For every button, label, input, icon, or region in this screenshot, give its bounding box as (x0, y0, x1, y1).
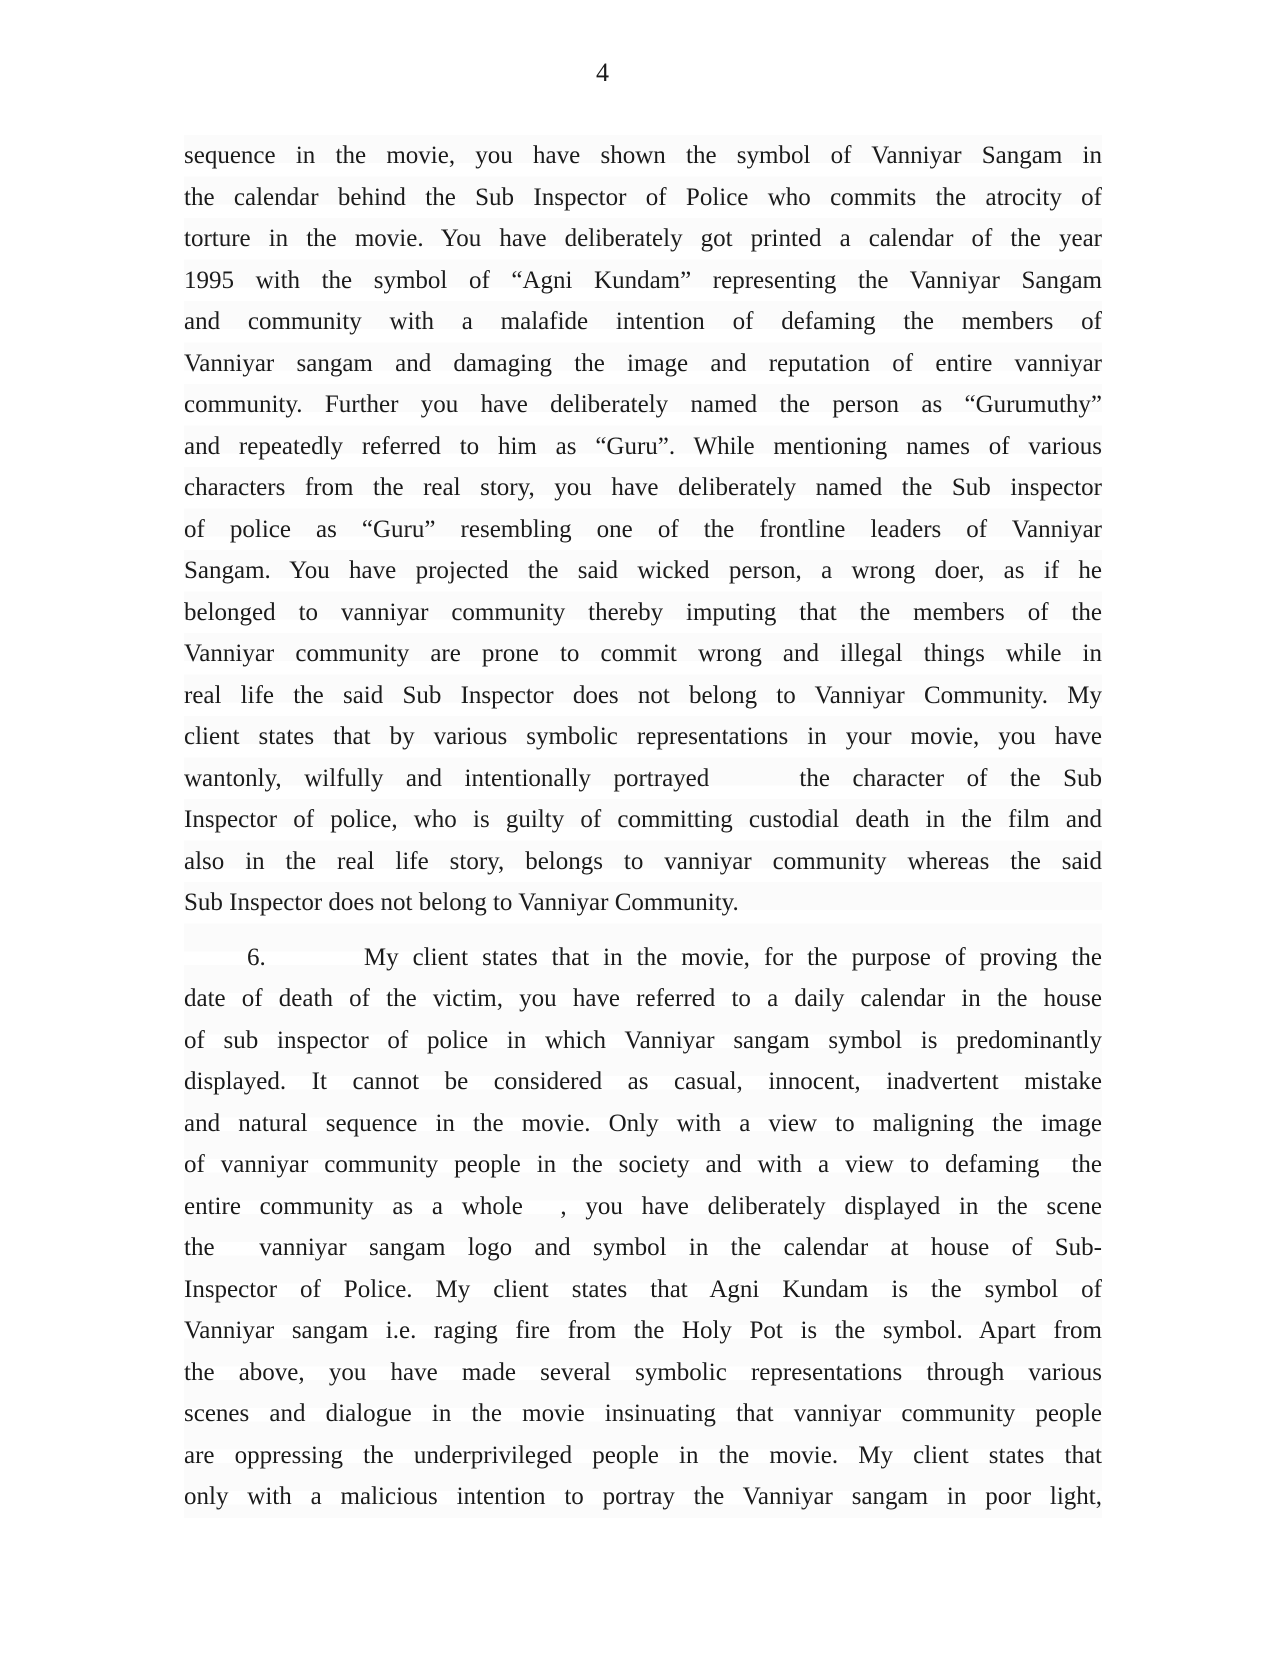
text-line: characters from the real story, you have deliberately named the Sub inspector (184, 474, 1102, 501)
text-line: displayed. It cannot be considered as casual, innocent, inadvertent mistake (184, 1068, 1102, 1095)
page-number: 4 (596, 58, 610, 87)
text-line: wantonly, wilfully and intentionally portrayed the character of the Sub (184, 764, 1102, 792)
text-line: also in the real life story, belongs to vanniyar community whereas the said (184, 847, 1102, 875)
text-line: and natural sequence in the movie. Only with a view to maligning the image (184, 1109, 1102, 1137)
text-line: Vanniyar community are prone to commit wrong and illegal things while in (184, 640, 1102, 667)
text-line: torture in the movie. You have deliberately got printed a calendar of the year (184, 225, 1102, 252)
text-line: belonged to vanniyar community thereby imputing that the members of the (184, 598, 1102, 626)
text-line: of vanniyar community people in the society and with a view to defaming the (184, 1151, 1102, 1178)
text-line: are oppressing the underprivileged people in the movie. My client states that (184, 1441, 1102, 1469)
text-line: of police as “Guru” resembling one of the frontline leaders of Vanniyar (184, 515, 1102, 543)
text-line: date of death of the victim, you have referred to a daily calendar in the house (184, 985, 1102, 1012)
text-line: and repeatedly referred to him as “Guru”. While mentioning names of various (184, 432, 1102, 460)
text-line: scenes and dialogue in the movie insinuating that vanniyar community people (184, 1400, 1102, 1427)
paragraph (184, 937, 1102, 1518)
paragraph (184, 135, 1102, 924)
text-line: Sub Inspector does not belong to Vanniyar Community. (184, 889, 739, 916)
text-line: real life the said Sub Inspector does not belong to Vanniyar Community. My (184, 681, 1102, 709)
text-line: and community with a malafide intention of defaming the members of (184, 308, 1102, 335)
text-line: 6. My client states that in the movie, for the purpose of proving the (247, 943, 1102, 971)
text-line: of sub inspector of police in which Vanniyar sangam symbol is predominantly (184, 1026, 1102, 1054)
text-line: Vanniyar sangam i.e. raging fire from the Holy Pot is the symbol. Apart from (184, 1317, 1102, 1344)
document-body (184, 135, 1102, 1518)
text-line: the above, you have made several symbolic representations through various (184, 1358, 1102, 1386)
text-line: Inspector of police, who is guilty of committing custodial death in the film and (184, 806, 1102, 833)
text-line: only with a malicious intention to portray the Vanniyar sangam in poor light, (184, 1483, 1102, 1510)
text-line: sequence in the movie, you have shown the symbol of Vanniyar Sangam in (184, 142, 1102, 169)
text-line: 1995 with the symbol of “Agni Kundam” representing the Vanniyar Sangam (184, 266, 1102, 294)
text-line: Vanniyar sangam and damaging the image and reputation of entire vanniyar (184, 349, 1102, 377)
text-line: the calendar behind the Sub Inspector of Police who commits the atrocity of (184, 183, 1102, 211)
text-line: entire community as a whole , you have deliberately displayed in the scene (184, 1192, 1102, 1220)
text-line: Sangam. You have projected the said wicked person, a wrong doer, as if he (184, 557, 1102, 584)
text-line: Inspector of Police. My client states that Agni Kundam is the symbol of (184, 1275, 1102, 1303)
text-line: the vanniyar sangam logo and symbol in the calendar at house of Sub- (184, 1234, 1102, 1261)
text-line: client states that by various symbolic representations in your movie, you have (184, 723, 1102, 750)
text-line: community. Further you have deliberately named the person as “Gurumuthy” (184, 391, 1102, 418)
